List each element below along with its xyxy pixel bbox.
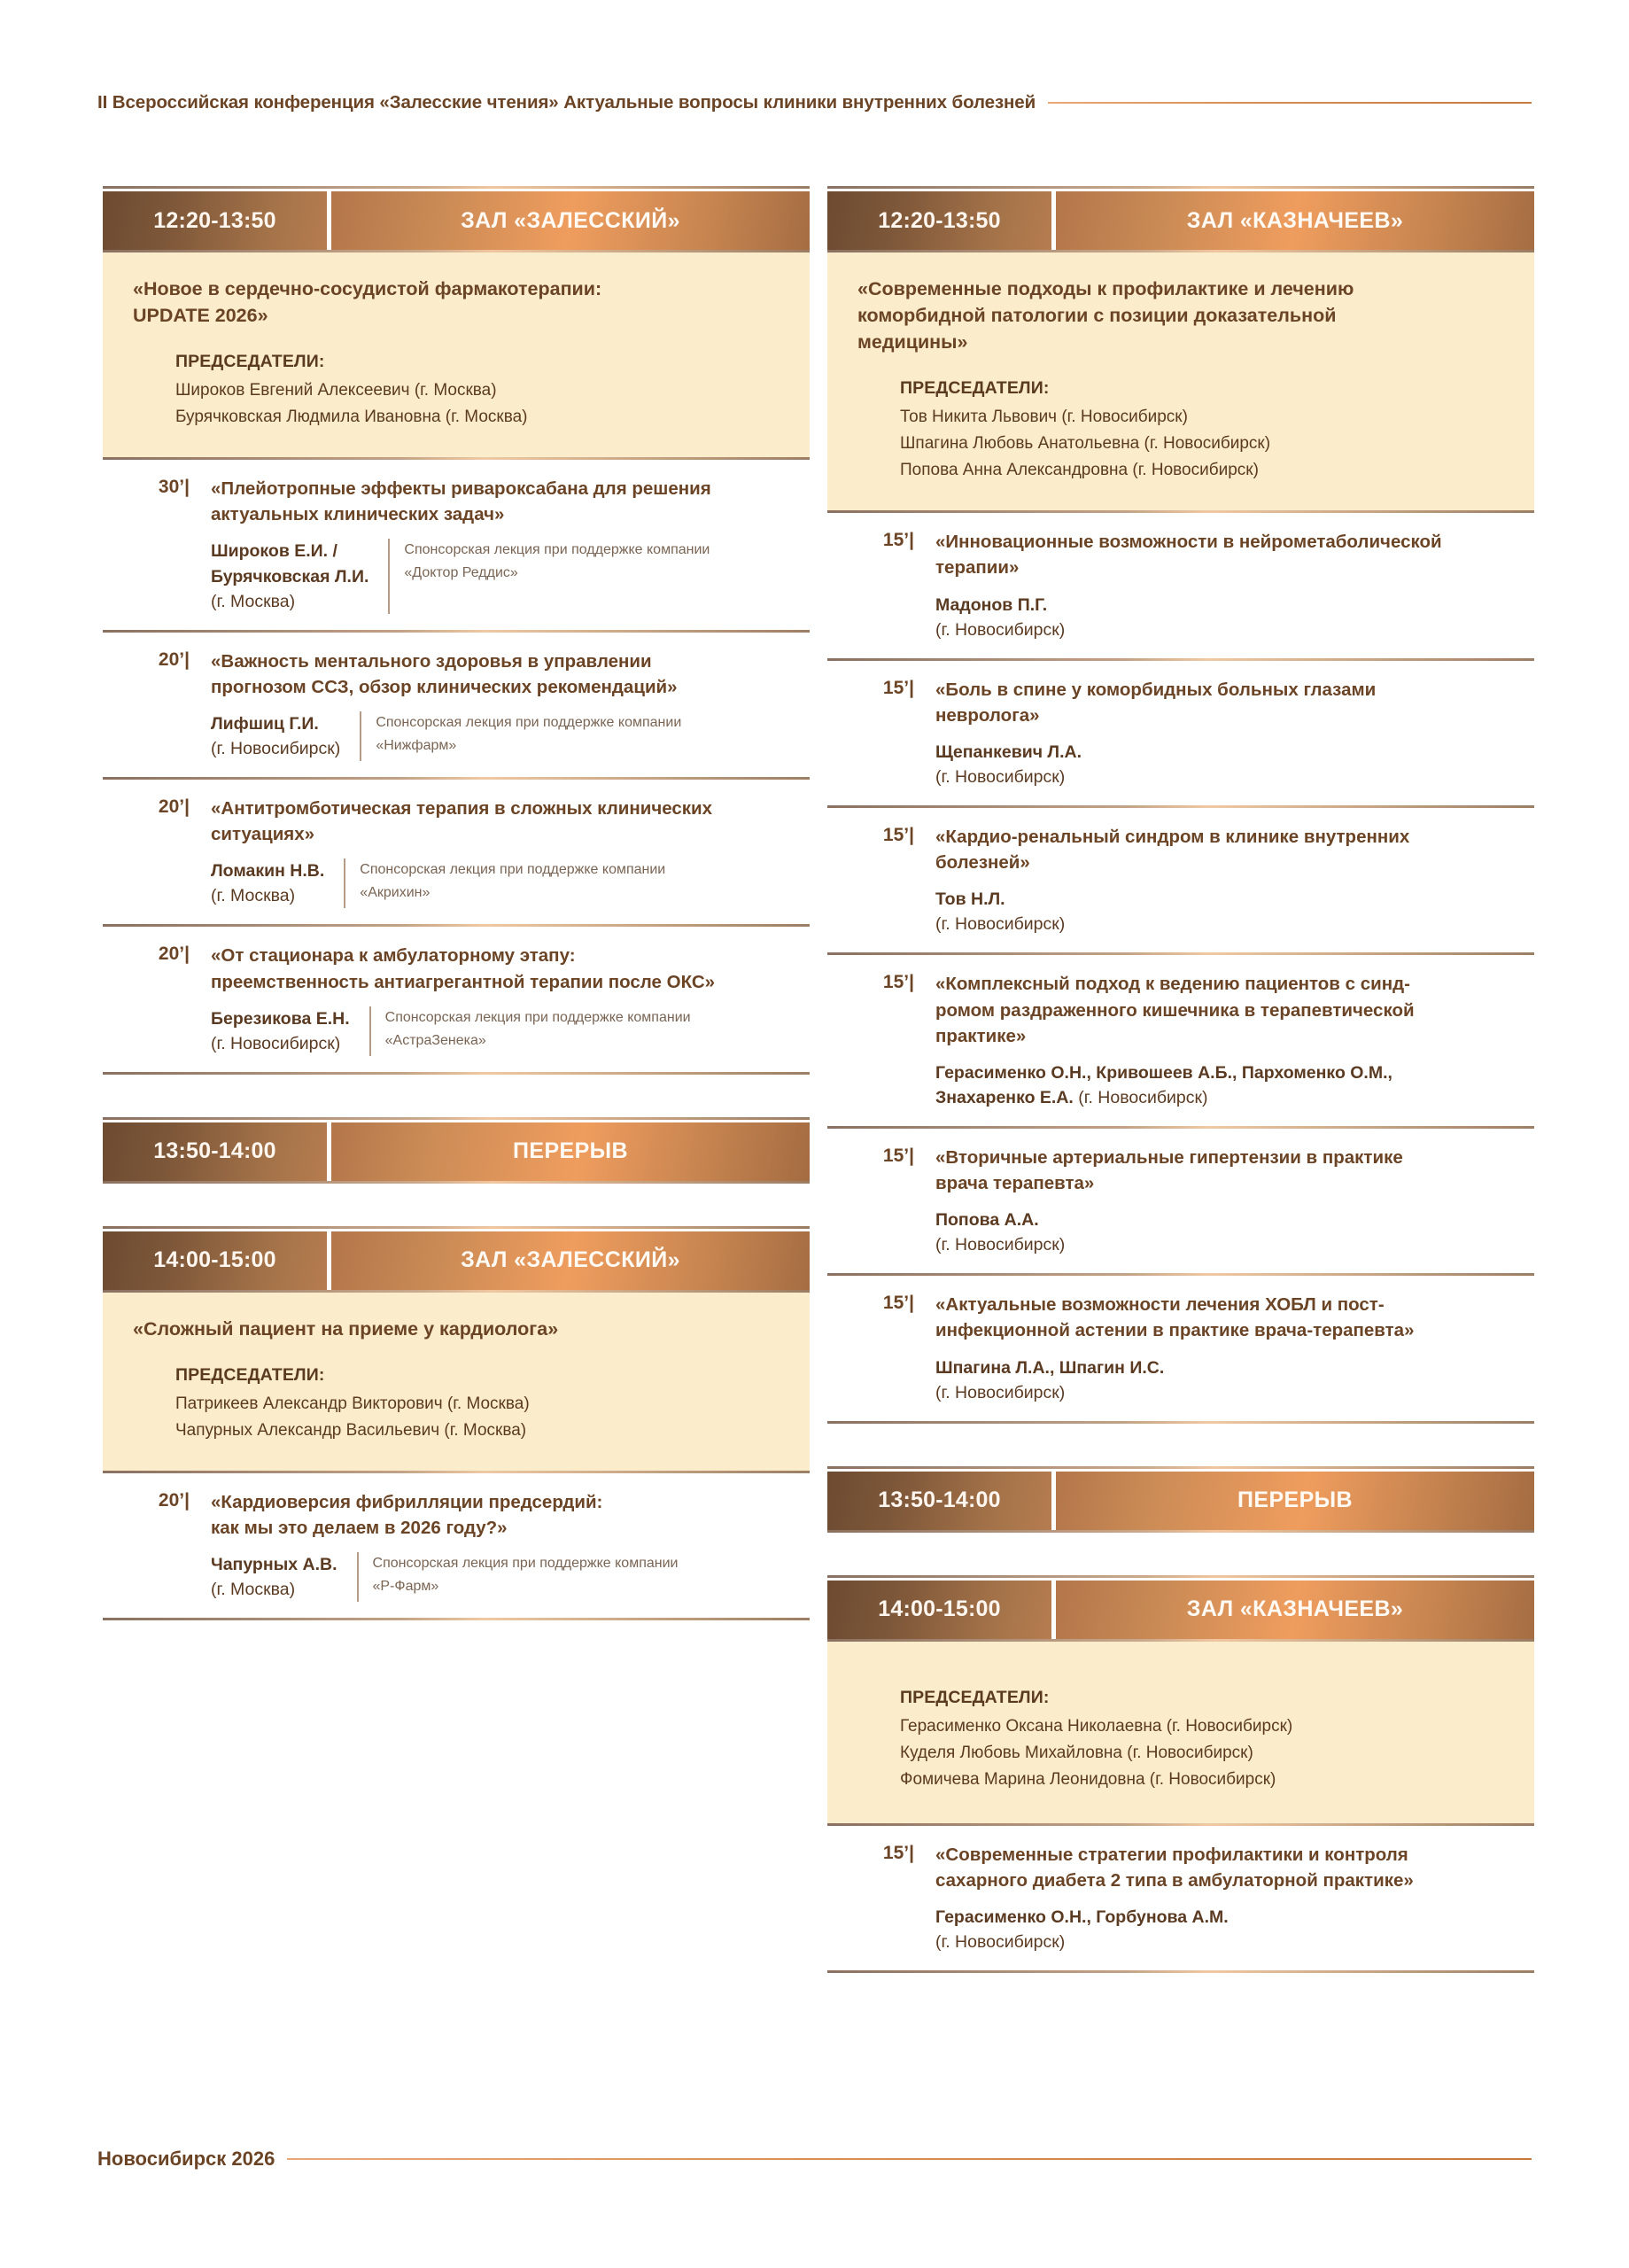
banner-rule-top bbox=[103, 1117, 810, 1120]
speaker-block bbox=[935, 1060, 1392, 1110]
speaker-block bbox=[211, 1552, 337, 1602]
chairs-block bbox=[133, 1365, 780, 1444]
speaker-row bbox=[935, 1208, 1529, 1257]
talk-title-line: «Боль в спине у коморбидных больных глазами bbox=[935, 679, 1377, 700]
footer-rule bbox=[287, 2158, 1532, 2160]
talk-duration: 20’| bbox=[158, 1489, 190, 1511]
talk-row bbox=[827, 1129, 1534, 1273]
talk-title-line: ситуациях» bbox=[211, 824, 315, 845]
speaker-city: (г. Новосибирск) bbox=[1078, 1087, 1208, 1107]
session-title bbox=[133, 276, 780, 329]
banner-rule-top bbox=[827, 1466, 1534, 1469]
speaker-block bbox=[935, 1208, 1065, 1257]
speaker-names bbox=[935, 887, 1065, 912]
talk-title-line: «Кардио-ренальный синдром в клинике внутренних bbox=[935, 827, 1410, 848]
talk-body bbox=[923, 1842, 1534, 1954]
chairs-block bbox=[857, 1688, 1504, 1793]
talk-title-line: «Кардиоверсия фибрилляции предсердий: bbox=[211, 1491, 603, 1512]
speaker-block bbox=[211, 1006, 350, 1056]
talk-row bbox=[103, 460, 810, 629]
chair-name: Бурячковская Людмила Ивановна (г. Москва) bbox=[175, 408, 528, 427]
time-label: 12:20-13:50 bbox=[827, 191, 1051, 250]
talk-duration: 15’| bbox=[882, 677, 914, 698]
chairs-label: ПРЕДСЕДАТЕЛИ: bbox=[175, 1364, 325, 1385]
talk-title-line: «Плейотропные эффекты ривароксабана для решения bbox=[211, 478, 711, 500]
talk-row bbox=[827, 513, 1534, 657]
sponsor-line: «Доктор Реддис» bbox=[404, 565, 518, 581]
sponsor-line: «Нижфарм» bbox=[376, 737, 457, 753]
talk-title-line: «Современные стратегии профилактики и контроля bbox=[935, 1844, 1408, 1865]
talk-duration: 15’| bbox=[882, 1293, 914, 1314]
speaker-row bbox=[935, 593, 1529, 642]
speaker-row bbox=[211, 539, 804, 613]
talk-title bbox=[211, 943, 804, 994]
talk-row bbox=[103, 927, 810, 1071]
sponsor-note bbox=[369, 1006, 691, 1056]
speaker-name-line: Тов Н.Л. bbox=[935, 889, 1005, 910]
talk-duration: 20’| bbox=[158, 796, 190, 818]
footer-text: Новосибирск 2026 bbox=[97, 2148, 275, 2170]
page-footer bbox=[97, 2148, 1532, 2171]
talk-title-line: болезней» bbox=[935, 852, 1030, 874]
talk-body bbox=[198, 1489, 810, 1602]
time-label: 13:50-14:00 bbox=[827, 1472, 1051, 1530]
talk-duration: 15’| bbox=[882, 1145, 914, 1166]
talk-title-line: «Антитромботическая терапия в сложных клинических bbox=[211, 798, 713, 819]
talk-title bbox=[935, 1292, 1529, 1343]
talk-duration: 20’| bbox=[158, 649, 190, 670]
session-header bbox=[103, 1293, 810, 1471]
speaker-city: (г. Новосибирск) bbox=[935, 619, 1066, 640]
hall-label: ЗАЛ «КАЗНАЧЕЕВ» bbox=[1056, 191, 1534, 250]
sponsor-line: «Акрихин» bbox=[360, 885, 431, 901]
talk-title bbox=[935, 677, 1529, 728]
talk-title-line: инфекционной астении в практике врача-терапевта» bbox=[935, 1320, 1415, 1341]
running-head-text: II Всероссийская конференция «Залесские чтения» Актуальные вопросы клиники внутренних болезней bbox=[97, 92, 1036, 113]
schedule-section bbox=[103, 1117, 810, 1184]
speaker-city: (г. Новосибирск) bbox=[935, 767, 1066, 787]
talk-row bbox=[827, 661, 1534, 805]
chairs-label: ПРЕДСЕДАТЕЛИ: bbox=[900, 378, 1050, 399]
banner-rule-top bbox=[103, 1226, 810, 1229]
talk-title-line: невролога» bbox=[935, 704, 1040, 726]
talk-body bbox=[198, 649, 810, 761]
speaker-names bbox=[211, 1552, 337, 1577]
talk-row bbox=[827, 1276, 1534, 1420]
talk-title-line: «Инновационные возможности в нейрометаболической bbox=[935, 532, 1442, 553]
chair-name: Тов Никита Львович (г. Новосибирск) bbox=[900, 408, 1188, 427]
speaker-name-line: Герасименко О.Н., Кривошеев А.Б., Пархоменко О.М., bbox=[935, 1062, 1392, 1083]
banner-rule-bottom bbox=[827, 1530, 1534, 1533]
speaker-city: (г. Москва) bbox=[211, 886, 296, 906]
time-label: 12:20-13:50 bbox=[103, 191, 327, 250]
sponsor-note bbox=[357, 1552, 679, 1602]
session-header bbox=[827, 252, 1534, 510]
hall-label: ПЕРЕРЫВ bbox=[1056, 1472, 1534, 1530]
talk-title-line: «Вторичные артериальные гипертензии в практике bbox=[935, 1146, 1403, 1168]
speaker-name-line: Знахаренко Е.А. (г. Новосибирск) bbox=[935, 1087, 1208, 1107]
speaker-city: (г. Новосибирск) bbox=[935, 914, 1066, 935]
talk-body bbox=[923, 529, 1534, 641]
schedule-section bbox=[827, 1466, 1534, 1533]
talk-title-line: «Комплексный подход к ведению пациентов с синд- bbox=[935, 974, 1410, 995]
talk-title-line: актуальных клинических задач» bbox=[211, 504, 505, 525]
sponsor-line: Спонсорская лекция при поддержке компании bbox=[360, 862, 666, 878]
time-slot-banner bbox=[103, 1122, 810, 1181]
talk-row bbox=[827, 1826, 1534, 1970]
speaker-city: (г. Новосибирск) bbox=[211, 738, 341, 758]
talk-title-line: «Актуальные возможности лечения ХОБЛ и пост- bbox=[935, 1294, 1385, 1316]
speaker-name-line: Широков Е.И. / bbox=[211, 541, 337, 562]
speaker-row bbox=[935, 1905, 1529, 1954]
speaker-block bbox=[935, 740, 1082, 789]
speaker-names bbox=[935, 1060, 1392, 1110]
time-slot-banner bbox=[103, 191, 810, 250]
schedule-section bbox=[103, 1226, 810, 1621]
time-slot-banner bbox=[827, 1581, 1534, 1639]
schedule-grid bbox=[103, 186, 1534, 1973]
session-header bbox=[827, 1642, 1534, 1823]
time-slot-banner bbox=[103, 1231, 810, 1290]
speaker-name-line: Герасименко О.Н., Горбунова А.М. bbox=[935, 1907, 1229, 1927]
talk-title bbox=[211, 476, 804, 527]
speaker-name-line: Лифшиц Г.И. bbox=[211, 713, 319, 734]
hall-label: ПЕРЕРЫВ bbox=[331, 1122, 810, 1181]
talk-body bbox=[198, 943, 810, 1055]
column-kaznacheev bbox=[827, 186, 1534, 1973]
talk-row bbox=[827, 808, 1534, 952]
speaker-block bbox=[211, 539, 368, 613]
speaker-block bbox=[935, 1905, 1229, 1954]
speaker-row bbox=[935, 740, 1529, 789]
talk-body bbox=[923, 1145, 1534, 1257]
speaker-names bbox=[935, 1905, 1229, 1930]
sponsor-line: Спонсорская лекция при поддержке компании bbox=[376, 714, 682, 730]
talk-title-line: «От стационара к амбулаторному этапу: bbox=[211, 945, 576, 967]
talk-row bbox=[827, 955, 1534, 1125]
sponsor-line: Спонсорская лекция при поддержке компании bbox=[372, 1556, 679, 1572]
speaker-name-line: Мадонов П.Г. bbox=[935, 594, 1048, 615]
talk-title-line: практике» bbox=[935, 1025, 1027, 1046]
chair-name: Шпагина Любовь Анатольевна (г. Новосибирск) bbox=[900, 434, 1271, 454]
talk-row bbox=[103, 1473, 810, 1618]
talk-divider-end bbox=[827, 1970, 1534, 1973]
time-label: 14:00-15:00 bbox=[103, 1231, 327, 1290]
hall-label: ЗАЛ «КАЗНАЧЕЕВ» bbox=[1056, 1581, 1534, 1639]
session-title-line: коморбидной патологии с позиции доказательной bbox=[857, 305, 1337, 327]
talk-row bbox=[103, 633, 810, 777]
talk-title-line: терапии» bbox=[935, 557, 1020, 579]
talk-title-line: врача терапевта» bbox=[935, 1173, 1095, 1194]
chairs-label: ПРЕДСЕДАТЕЛИ: bbox=[900, 1687, 1050, 1707]
speaker-block bbox=[211, 858, 324, 908]
sponsor-line: «Р-Фарм» bbox=[372, 1579, 439, 1595]
chair-name: Куделя Любовь Михайловна (г. Новосибирск) bbox=[900, 1743, 1253, 1762]
speaker-name-line: Попова А.А. bbox=[935, 1210, 1039, 1231]
banner-rule-bottom bbox=[103, 1181, 810, 1184]
chairs-block bbox=[133, 352, 780, 431]
session-title-line: «Новое в сердечно-сосудистой фармакотерапии: bbox=[133, 278, 602, 299]
talk-divider-end bbox=[827, 1421, 1534, 1424]
schedule-section bbox=[103, 186, 810, 1075]
talk-duration: 15’| bbox=[882, 530, 914, 551]
speaker-city: (г. Новосибирск) bbox=[935, 1235, 1066, 1255]
talk-title bbox=[211, 649, 804, 700]
talk-body bbox=[923, 971, 1534, 1109]
session-header bbox=[103, 252, 810, 457]
speaker-city: (г. Новосибирск) bbox=[211, 1033, 341, 1053]
talk-duration: 15’| bbox=[882, 1842, 914, 1863]
speaker-names bbox=[935, 740, 1082, 765]
speaker-name-line: Чапурных А.В. bbox=[211, 1555, 337, 1575]
talk-title bbox=[211, 796, 804, 847]
speaker-name-line: Березикова Е.Н. bbox=[211, 1008, 350, 1029]
talk-body bbox=[923, 1292, 1534, 1404]
speaker-names bbox=[211, 711, 340, 736]
talk-duration: 15’| bbox=[882, 825, 914, 846]
talk-title-line: прогнозом ССЗ, обзор клинических рекомендаций» bbox=[211, 676, 678, 697]
chairs-label: ПРЕДСЕДАТЕЛИ: bbox=[175, 352, 325, 372]
talk-duration: 15’| bbox=[882, 972, 914, 993]
running-head bbox=[97, 92, 1532, 113]
speaker-row bbox=[935, 1060, 1529, 1110]
banner-rule-top bbox=[103, 186, 810, 189]
session-title-line: UPDATE 2026» bbox=[133, 305, 268, 327]
speaker-block bbox=[211, 711, 340, 761]
talk-body bbox=[198, 796, 810, 908]
talk-body bbox=[923, 824, 1534, 936]
speaker-names bbox=[211, 539, 368, 588]
talk-duration: 20’| bbox=[158, 944, 190, 965]
schedule-section bbox=[827, 1575, 1534, 1973]
banner-rule-top bbox=[827, 1575, 1534, 1578]
session-title-line: медицины» bbox=[857, 331, 968, 353]
chairs-block bbox=[857, 378, 1504, 484]
time-slot-banner bbox=[827, 191, 1534, 250]
banner-rule-top bbox=[827, 186, 1534, 189]
chair-name: Широков Евгений Алексеевич (г. Москва) bbox=[175, 381, 497, 400]
talk-title-line: «Важность ментального здоровья в управлении bbox=[211, 650, 652, 672]
chair-name: Фомичева Марина Леонидовна (г. Новосибирск) bbox=[900, 1769, 1276, 1789]
talk-duration: 30’| bbox=[158, 477, 190, 498]
talk-body bbox=[198, 476, 810, 613]
talk-title-line: как мы это делаем в 2026 году?» bbox=[211, 1518, 508, 1539]
time-label: 14:00-15:00 bbox=[827, 1581, 1051, 1639]
hall-label: ЗАЛ «ЗАЛЕССКИЙ» bbox=[331, 1231, 810, 1290]
talk-divider-end bbox=[103, 1072, 810, 1075]
speaker-names bbox=[935, 593, 1065, 617]
session-title-line: «Сложный пациент на приеме у кардиолога» bbox=[133, 1317, 559, 1340]
sponsor-note bbox=[360, 711, 681, 761]
chair-name: Герасименко Оксана Николаевна (г. Новосибирск) bbox=[900, 1716, 1293, 1736]
speaker-names bbox=[211, 858, 324, 883]
time-label: 13:50-14:00 bbox=[103, 1122, 327, 1181]
talk-row bbox=[103, 780, 810, 924]
speaker-row bbox=[211, 711, 804, 761]
session-title bbox=[133, 1316, 780, 1342]
chair-name: Патрикеев Александр Викторович (г. Москва) bbox=[175, 1394, 530, 1413]
speaker-name-line: Щепанкевич Л.А. bbox=[935, 742, 1082, 762]
speaker-block bbox=[935, 1355, 1164, 1405]
speaker-city: (г. Москва) bbox=[211, 591, 296, 611]
talk-title bbox=[935, 824, 1529, 875]
speaker-names bbox=[935, 1208, 1065, 1232]
speaker-name-line: Шпагина Л.А., Шпагин И.С. bbox=[935, 1357, 1165, 1378]
talk-divider-end bbox=[103, 1618, 810, 1620]
speaker-block bbox=[935, 887, 1065, 936]
talk-body bbox=[923, 677, 1534, 789]
hall-label: ЗАЛ «ЗАЛЕССКИЙ» bbox=[331, 191, 810, 250]
talk-title bbox=[935, 529, 1529, 580]
speaker-names bbox=[211, 1006, 350, 1031]
speaker-name-line: Бурячковская Л.И. bbox=[211, 566, 369, 586]
talk-title bbox=[211, 1489, 804, 1541]
sponsor-line: Спонсорская лекция при поддержке компании bbox=[404, 542, 710, 558]
chair-name: Чапурных Александр Васильевич (г. Москва) bbox=[175, 1420, 527, 1440]
chair-name: Попова Анна Александровна (г. Новосибирск) bbox=[900, 461, 1259, 480]
column-zalessky bbox=[103, 186, 810, 1973]
sponsor-line: Спонсорская лекция при поддержке компании bbox=[384, 1009, 691, 1025]
session-title-line: «Современные подходы к профилактике и лечению bbox=[857, 278, 1354, 299]
speaker-name-line: Ломакин Н.В. bbox=[211, 861, 325, 882]
talk-title-line: сахарного диабета 2 типа в амбулаторной практике» bbox=[935, 1869, 1414, 1891]
speaker-row bbox=[935, 887, 1529, 936]
speaker-city: (г. Новосибирск) bbox=[935, 1932, 1066, 1953]
sponsor-line: «АстраЗенека» bbox=[384, 1032, 486, 1048]
talk-title-line: ромом раздраженного кишечника в терапевтической bbox=[935, 999, 1415, 1021]
talk-title bbox=[935, 1842, 1529, 1893]
speaker-row bbox=[211, 858, 804, 908]
speaker-city: (г. Новосибирск) bbox=[935, 1382, 1066, 1402]
talk-title bbox=[935, 971, 1529, 1048]
speaker-city: (г. Москва) bbox=[211, 1580, 296, 1600]
speaker-names bbox=[935, 1355, 1164, 1380]
speaker-row bbox=[211, 1006, 804, 1056]
speaker-row bbox=[211, 1552, 804, 1602]
session-title bbox=[857, 276, 1504, 355]
talk-title bbox=[935, 1145, 1529, 1196]
time-slot-banner bbox=[827, 1472, 1534, 1530]
talk-title-line: преемственность антиагрегантной терапии после ОКС» bbox=[211, 971, 716, 992]
running-head-rule bbox=[1048, 102, 1532, 104]
speaker-row bbox=[935, 1355, 1529, 1405]
sponsor-note bbox=[388, 539, 710, 613]
schedule-section bbox=[827, 186, 1534, 1424]
sponsor-note bbox=[344, 858, 665, 908]
speaker-block bbox=[935, 593, 1065, 642]
